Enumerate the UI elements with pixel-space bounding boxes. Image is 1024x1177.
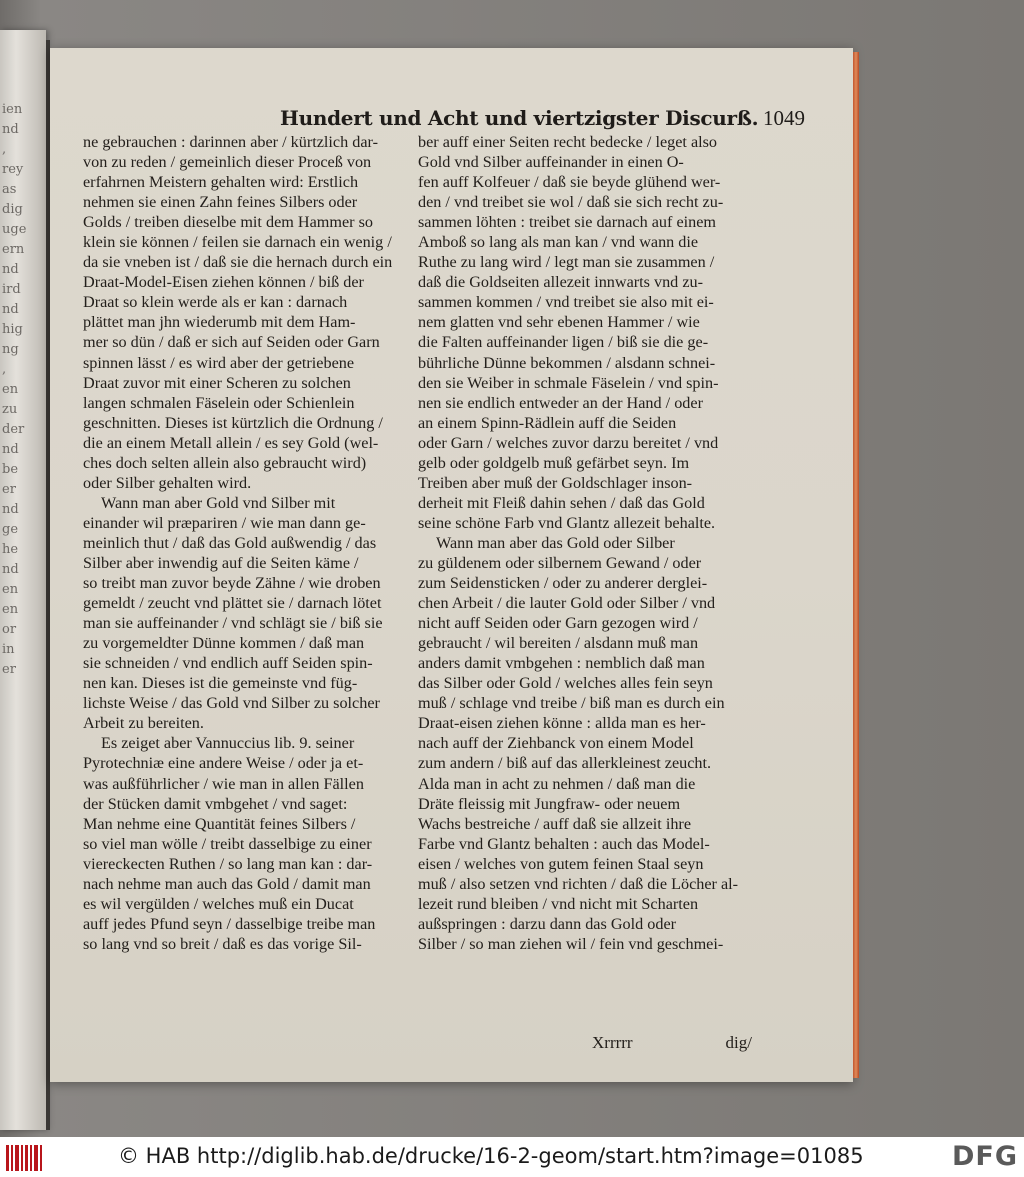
text-line: chen Arbeit / die lauter Gold oder Silber / vnd <box>418 594 716 613</box>
text-line: klein sie können / feilen sie darnach ein wenig / <box>83 233 392 252</box>
text-line: die Falten auffeinander ligen / biß sie die ge- <box>418 333 709 352</box>
text-column-right <box>418 132 745 954</box>
text-line: die an einem Metall allein / es sey Gold (wel- <box>83 433 379 452</box>
text-line: Draat-eisen ziehen könne : allda man es her- <box>418 714 706 733</box>
text-line: nach nehme man auch das Gold / damit man <box>83 874 371 893</box>
text-line: Arbeit zu bereiten. <box>83 714 204 733</box>
text-line: Golds / treiben dieselbe mit dem Hammer so <box>83 213 373 232</box>
text-line: eisen / welches von gutem feinen Staal seyn <box>418 854 704 873</box>
barcode-icon <box>6 1145 42 1171</box>
text-line: den / vnd treibet sie wol / daß sie sich recht zu- <box>418 193 724 212</box>
printer-signature: Xrrrrr <box>592 1033 633 1052</box>
text-line: Ruthe zu lang wird / legt man sie zusammen / <box>418 253 715 272</box>
text-line: ber auff einer Seiten recht bedecke / leget also <box>418 133 718 151</box>
text-line: meinlich thut / daß das Gold außwendig / das <box>83 533 377 552</box>
text-line: daß die Goldseiten allezeit innwarts vnd zu- <box>418 273 703 292</box>
previous-page-edge <box>0 30 46 1130</box>
page-edge-red <box>853 52 859 1078</box>
book-page <box>50 48 853 1082</box>
text-line: den sie Weiber in schmale Fäselein / vnd spin- <box>418 373 719 392</box>
text-line: sammen kommen / vnd treibet sie also mit ei- <box>418 293 714 312</box>
text-line: nicht auff Seiden oder Garn gezogen wird / <box>418 614 698 633</box>
text-line: Man nehme eine Quantität feines Silbers / <box>83 814 356 833</box>
copyright-url-text[interactable]: © HAB http://diglib.hab.de/drucke/16-2-geom/start.htm?image=01085 <box>118 1144 864 1168</box>
text-line: zu güldenem oder silbernem Gewand / oder <box>418 553 702 572</box>
text-line: auff jedes Pfund seyn / dasselbige treibe man <box>83 914 376 933</box>
text-line: so lang vnd so breit / daß es das vorige Sil- <box>83 934 362 953</box>
text-line: nehmen sie einen Zahn feines Silbers oder <box>83 193 358 212</box>
text-line: da sie vneben ist / daß sie die hernach durch ein <box>83 253 393 272</box>
dfg-logo: DFG <box>951 1141 1018 1172</box>
text-line: zum andern / biß auf das allerkleinest zeucht. <box>418 754 712 773</box>
text-line: bührliche Dünne bekommen / alsdann schnei- <box>418 353 716 372</box>
text-line: man sie auffeinander / vnd schlägt sie / biß sie <box>83 614 383 633</box>
page-number: 1049 <box>763 106 805 130</box>
text-line: es wil vergülden / welches muß ein Ducat <box>83 894 354 913</box>
text-line: lichste Weise / das Gold vnd Silber zu solcher <box>83 694 380 713</box>
text-line: langen schmalen Fäselein oder Schienlein <box>83 393 355 412</box>
text-line: außspringen : darzu dann das Gold oder <box>418 914 677 933</box>
text-line: fen auff Kolfeuer / daß sie beyde glühend wer- <box>418 173 721 192</box>
text-line: muß / schlage vnd treibe / biß man es durch ein <box>418 694 725 713</box>
signature-line <box>592 1033 752 1055</box>
text-line: so viel man wölle / treibt dasselbige zu einer <box>83 834 372 853</box>
catchword: dig/ <box>725 1033 752 1052</box>
text-line: was außführlicher / wie man in allen Fällen <box>83 774 364 793</box>
text-line: nach auff der Ziehbanck von einem Model <box>418 734 694 753</box>
text-line: das Silber oder Gold / welches alles fein seyn <box>418 674 713 693</box>
text-line: nem glatten vnd sehr ebenen Hammer / wie <box>418 313 700 332</box>
text-line: zu vorgemeldter Dünne kommen / daß man <box>83 634 365 653</box>
text-line: spinnen lässt / es wird aber der getriebene <box>83 353 355 372</box>
text-line: Wann man aber das Gold oder Silber <box>436 533 675 552</box>
text-line: ne gebrauchen : darinnen aber / kürtzlich dar- <box>83 133 378 151</box>
text-line: Wann man aber Gold vnd Silber mit <box>101 493 336 512</box>
text-line: einander wil præpariren / wie man dann ge- <box>83 513 366 532</box>
text-line: nen sie endlich entweder an der Hand / oder <box>418 393 703 412</box>
text-line: zum Seidensticken / oder zu anderer derglei- <box>418 574 708 593</box>
text-line: der Stücken damit vmbgehet / vnd saget: <box>83 794 348 813</box>
text-line: erfahrnen Meistern gehalten wird: Erstlich <box>83 173 359 192</box>
text-line: lezeit rund bleiben / vnd nicht mit Scharten <box>418 894 699 913</box>
text-line: oder Silber gehalten wird. <box>83 473 252 492</box>
text-line: von zu reden / gemeinlich dieser Proceß von <box>83 153 372 172</box>
text-line: seine schöne Farb vnd Glantz allezeit behalte. <box>418 513 716 532</box>
text-line: sie schneiden / vnd endlich auff Seiden spin- <box>83 654 373 673</box>
text-line: Alda man in acht zu nehmen / daß man die <box>418 774 696 793</box>
text-line: Pyrotechniæ eine andere Weise / oder ja et- <box>83 754 364 773</box>
text-line: mer so dün / daß er sich auf Seiden oder Garn <box>83 333 380 352</box>
text-line: Amboß so lang als man kan / vnd wann die <box>418 233 699 252</box>
text-line: Silber / so man ziehen wil / fein vnd geschmei- <box>418 934 724 953</box>
text-line: oder Garn / welches zuvor darzu bereitet / vnd <box>418 433 719 452</box>
text-line: Gold vnd Silber auffeinander in einen O- <box>418 153 684 172</box>
text-line: Treiben aber muß der Goldschlager inson- <box>418 473 693 492</box>
text-line: Draat so klein werde als er kan : darnach <box>83 293 348 312</box>
text-line: so treibt man zuvor beyde Zähne / wie droben <box>83 574 381 593</box>
text-line: gebraucht / wil bereiten / alsdann muß man <box>418 634 699 653</box>
running-title: Hundert und Acht und viertzigster Discurß. <box>280 106 759 130</box>
text-column-left <box>83 132 405 954</box>
text-line: Es zeiget aber Vannuccius lib. 9. seiner <box>101 734 355 753</box>
text-line: nen kan. Dieses ist die gemeinste vnd füg- <box>83 674 358 693</box>
text-line: muß / also setzen vnd richten / daß die Löcher al- <box>418 874 739 893</box>
text-line: gemeldt / zeucht vnd plättet sie / darnach lötet <box>83 594 382 613</box>
text-line: Dräte fleissig mit Jungfraw- oder neuem <box>418 794 681 813</box>
previous-page-text-fragment: ien nd , rey as dig uge ern nd ird nd hig ng , en zu der nd be er nd ge he nd en en or in er <box>2 102 27 677</box>
text-line: an einem Spinn-Rädlein auff die Seiden <box>418 413 677 432</box>
text-line: gelb oder goldgelb muß gefärbet seyn. Im <box>418 453 690 472</box>
text-line: plättet man jhn wiederumb mit dem Ham- <box>83 313 356 332</box>
text-line: ches doch selten allein also gebraucht wird) <box>83 453 367 472</box>
text-line: sammen löhten : treibet sie darnach auf einem <box>418 213 717 232</box>
footer-bar <box>0 1137 1024 1177</box>
text-line: anders damit vmbgehen : nemblich daß man <box>418 654 705 673</box>
text-line: derheit mit Fleiß dahin sehen / daß das Gold <box>418 493 705 512</box>
text-line: Farbe vnd Glantz behalten : auch das Model- <box>418 834 710 853</box>
text-line: Draat-Model-Eisen ziehen können / biß der <box>83 273 364 292</box>
text-line: Draat zuvor mit einer Scheren zu solchen <box>83 373 351 392</box>
text-line: viereckecten Ruthen / so lang man kan : dar- <box>83 854 373 873</box>
text-line: geschnitten. Dieses ist kürtzlich die Ordnung / <box>83 413 383 432</box>
text-line: Silber aber inwendig auf die Seiten käme / <box>83 553 359 572</box>
text-line: Wachs bestreiche / auff daß sie allzeit ihre <box>418 814 692 833</box>
